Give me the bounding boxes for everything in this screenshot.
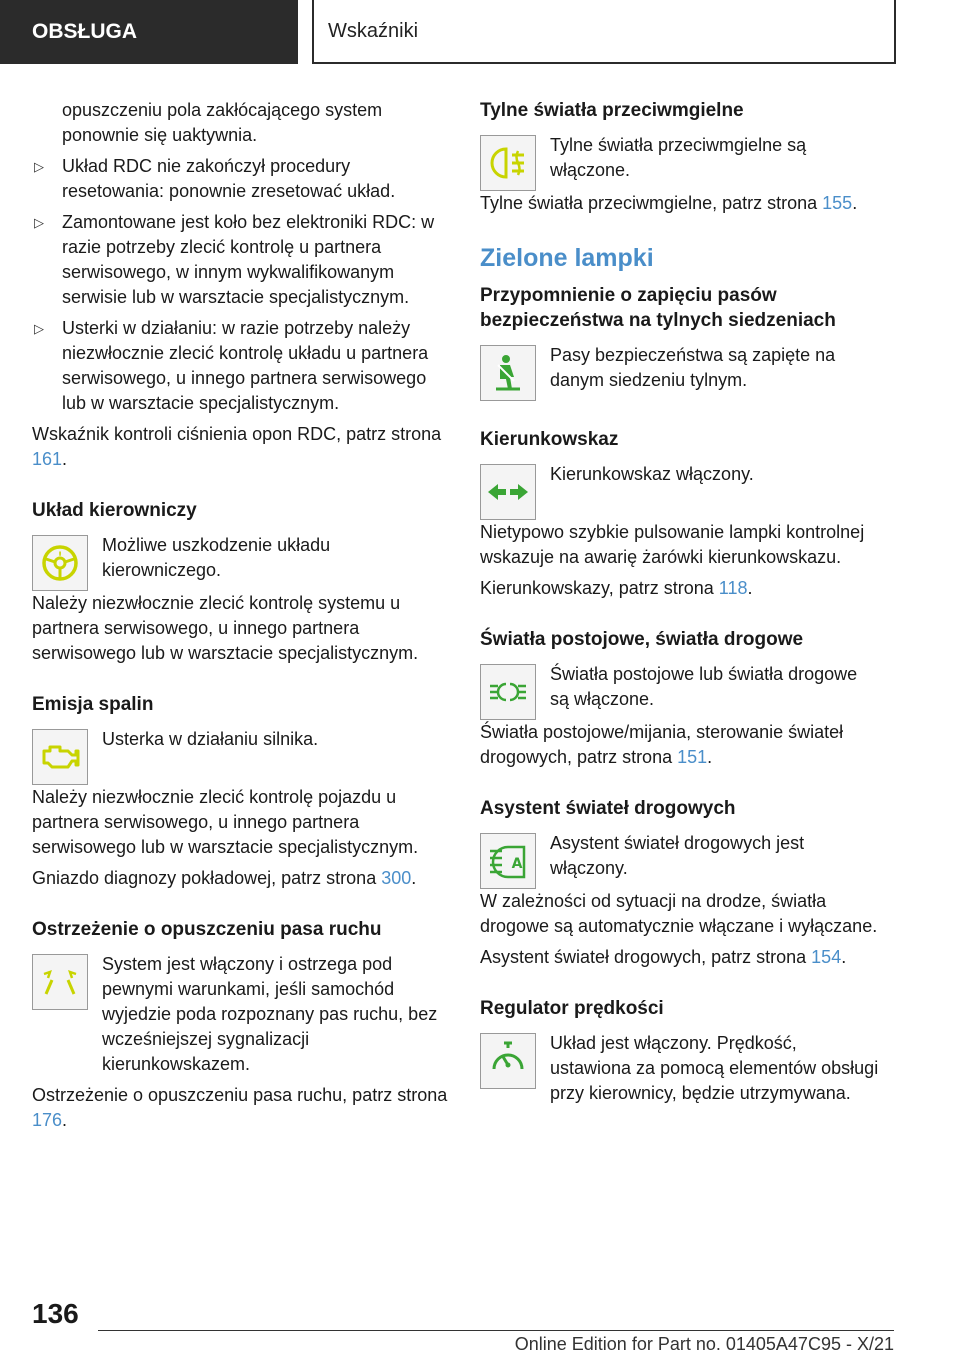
indicator-heading: Kierunkowskaz xyxy=(480,429,619,450)
chapter-title: Wskaźniki xyxy=(328,19,419,42)
parking-heading: Światła postojowe, światła drogowe xyxy=(480,629,804,650)
indicator-text: Nietypowo szybkie pulsowanie lampki kontrolnej wskazuje na awarię żarówki kierunkowskazu. xyxy=(480,522,865,567)
highbeam-item: A Asystent świateł drogowych jest włączony. xyxy=(480,831,880,889)
emission-reference: Gniazdo diagnozy pokładowej, patrz strona 300. xyxy=(32,868,417,888)
high-beam-assistant-icon xyxy=(480,833,536,889)
footer-divider xyxy=(98,1330,894,1331)
rear-fog-reference: Tylne światła przeciwmgielne, patrz strona 155. xyxy=(480,193,858,213)
emission-text: Należy niezwłocznie zlecić kontrolę pojazdu u partnera serwisowego, u innego partnera serwisowego lub w warsztacie specjalistycznym. xyxy=(32,787,419,857)
cruise-heading: Regulator prędkości xyxy=(480,998,664,1019)
page-link[interactable]: 151 xyxy=(677,747,708,767)
parking-reference: Światła postojowe/mijania, sterowanie świateł drogowych, patrz strona 151. xyxy=(480,722,844,767)
steering-item: ! Możliwe uszkodzenie układu kierowniczego. xyxy=(32,533,450,591)
svg-text:!: ! xyxy=(57,551,63,561)
section-title: OBSŁUGA xyxy=(32,20,137,43)
chapter-tab xyxy=(312,0,896,64)
steering-heading: Układ kierowniczy xyxy=(32,500,197,521)
triangle-bullet-icon: ▷ xyxy=(34,215,44,230)
triangle-bullet-icon: ▷ xyxy=(34,159,44,174)
steering-text: Należy niezwłocznie zlecić kontrolę systemu u partnera serwisowego, u innego partnera serwisowego lub w warsztacie specjalistycznym. xyxy=(32,593,419,663)
section-tab xyxy=(0,0,298,64)
turn-signal-icon xyxy=(480,464,536,520)
page-link[interactable]: 154 xyxy=(811,947,842,967)
rear-fog-heading: Tylne światła przeciwmgielne xyxy=(480,100,744,121)
page-link[interactable]: 300 xyxy=(381,868,412,888)
rear-fog-light-icon xyxy=(480,135,536,191)
emission-heading: Emisja spalin xyxy=(32,694,154,715)
highbeam-heading: Asystent świateł drogowych xyxy=(480,798,736,819)
steering-wheel-icon xyxy=(32,535,88,591)
left-column xyxy=(32,98,450,1139)
right-column xyxy=(480,98,880,1112)
indicator-item: Kierunkowskaz włączony. xyxy=(480,462,880,520)
seatbelt-icon xyxy=(480,345,536,401)
lane-heading: Ostrzeżenie o opuszczeniu pasa ruchu xyxy=(32,919,382,940)
indicator-reference: Kierunkowskazy, patrz strona 118. xyxy=(480,578,753,598)
parking-light-icon xyxy=(480,664,536,720)
triangle-bullet-icon: ▷ xyxy=(34,321,44,336)
green-lamps-heading: Zielone lampki xyxy=(480,244,654,272)
parking-item: Światła postojowe lub światła drogowe są włączone. xyxy=(480,662,880,720)
page-link[interactable]: 176 xyxy=(32,1110,63,1130)
edition-text: Online Edition for Part no. 01405A47C95 - X/21 xyxy=(514,1334,894,1354)
intro-continuation: opuszczeniu pola zakłócającego system ponownie się uaktywnia. xyxy=(62,100,383,145)
page-link[interactable]: 155 xyxy=(822,193,853,213)
belt-heading: Przypomnienie o zapięciu pasów bezpieczeństwa na tylnych siedzeniach xyxy=(480,285,836,331)
lane-reference: Ostrzeżenie o opuszczeniu pasa ruchu, patrz strona 176. xyxy=(32,1085,448,1130)
lane-item: System jest włączony i ostrzega pod pewnymi warunkami, jeśli samochód wyjedzie poda rozpoznany pas ruchu, bez wcześniejszej sygnalizacji kierunkowskazem. xyxy=(32,952,450,1083)
rear-fog-item: Tylne światła przeciwmgielne są włączone. xyxy=(480,133,880,191)
page-link[interactable]: 118 xyxy=(718,578,748,598)
highbeam-reference: Asystent świateł drogowych, patrz strona 154. xyxy=(480,947,847,967)
belt-item: Pasy bezpieczeństwa są zapięte na danym siedzeniu tylnym. xyxy=(480,343,880,401)
lane-departure-icon xyxy=(32,954,88,1010)
cruise-item: Układ jest włączony. Prędkość, ustawiona za pomocą elementów obsługi przy kierownicy, będzie utrzymywana. xyxy=(480,1031,880,1112)
svg-text:A: A xyxy=(511,856,523,872)
page-number: 136 xyxy=(32,1298,79,1329)
emission-item: Usterka w działaniu silnika. xyxy=(32,727,450,785)
list-item: ▷ Usterki w działaniu: w razie potrzeby należy niezwłocznie zlecić kontrolę układu u partnera serwisowego, u innego partnera serwisowego lub w warsztacie specjalistycznym. xyxy=(34,318,429,413)
highbeam-text: W zależności od sytuacji na drodze, światła drogowe są automatycznie włączane i wyłączane. xyxy=(480,891,878,936)
rdc-reference: Wskaźnik kontroli ciśnienia opon RDC, patrz strona 161. xyxy=(32,424,442,469)
page-link[interactable]: 161 xyxy=(32,449,63,469)
list-item: ▷ Układ RDC nie zakończył procedury resetowania: ponownie zresetować układ. xyxy=(34,156,396,201)
engine-icon xyxy=(32,729,88,785)
list-item: ▷ Zamontowane jest koło bez elektroniki RDC: w razie potrzeby zlecić kontrolę u partnera serwisowego, w innym wykwalifikowanym serwisie lub w warsztacie specjalistycznym. xyxy=(34,212,435,307)
cruise-control-icon xyxy=(480,1033,536,1089)
